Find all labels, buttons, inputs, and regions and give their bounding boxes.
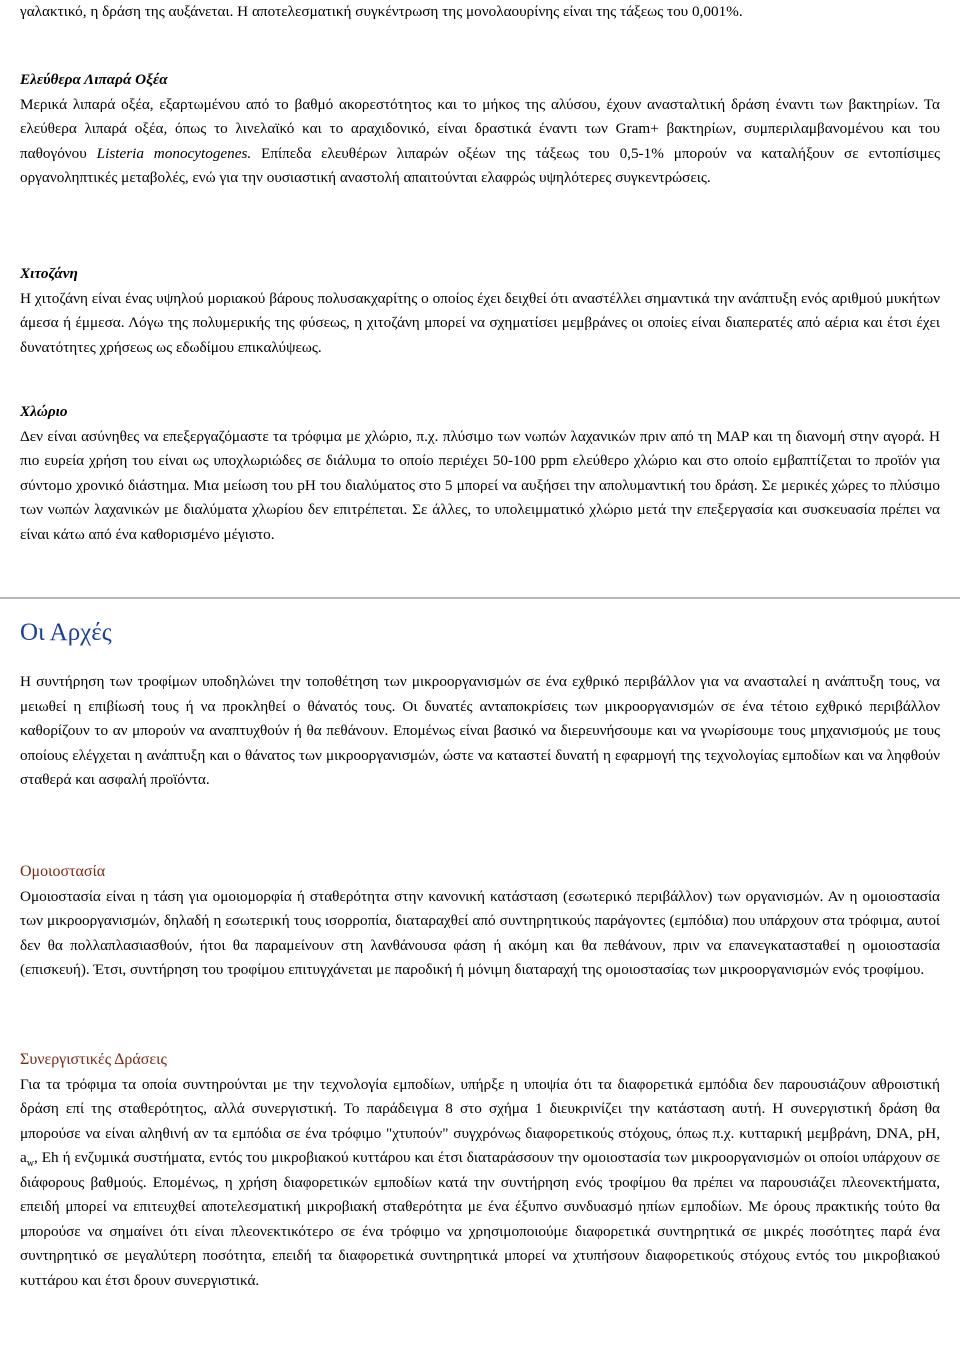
free-fatty-acids-text: Μερικά λιπαρά οξέα, εξαρτωμένου από το βαθμό ακορεστότητος και το μήκος της αλύσου, έχουν ανασταλτική δράση έναντι των βακτηρίων. Τα ελεύθερα λιπαρά οξέα, όπως το λινελαϊκό και το αραχιδονικό, είναι δραστικά έναντι των Gram+ βακτηρίων, συμπεριλαμβανομένου και του παθογόνου Listeria monocytogenes. Επίπεδα ελευθέρων λιπαρών οξέων της τάξεως του 0,5-1% μπορούν να καταλήξουν σε εντοπίσιμες οργανοληπτικές μεταβολές, ενώ για την ουσιαστική αναστολή απαιτούνται ελαφρώς υψηλότερες συγκεντρώσεις. [20,95,940,186]
section-title-chlorine: Χλώριο [20,403,68,420]
section-homeostasis [20,860,940,983]
section-principles [20,618,940,793]
chlorine-text: Δεν είναι ασύνηθες να επεξεργαζόμαστε τα τρόφιμα με χλώριο, π.χ. πλύσιμο των νωπών λαχανικών πριν από τη MAP και τη διανομή στην αγορά. Η πιο ευρεία χρήση του είναι ως υποχλωριώδες σε διάλυμα το οποίο περιέχει 50-100 ppm ελεύθερο χλώριο και στο οποίο εμβαπτίζεται το προϊόν για σύντομο χρονικό διάστημα. Μια μείωση του pH του διαλύματος στο 5 μπορεί να αυξήσει την απολυμαντική του δράση. Σε μερικές χώρες το πλύσιμο των νωπών λαχανικών με διαλύματα χλωρίου δεν επιτρέπεται. Σε άλλες, το υπολειμματικό χλώριο μετά την επεξεργασία και συσκευασία πρέπει να είναι κάτω από ένα καθορισμένο μέγιστο. [20,427,940,543]
section-free-fatty-acids [20,68,940,191]
top-paragraph: γαλακτικό, η δράση της αυξάνεται. Η αποτελεσματική συγκέντρωση της μονολαουρίνης είναι της τάξεως του 0,001%. [20,3,743,20]
section-separator [0,597,960,599]
homeostasis-text: Ομοιοστασία είναι η τάση για ομοιομορφία ή σταθερότητα στην κανονική κατάσταση (εσωτερικό περιβάλλον) των οργανισμών. Αν η ομοιοστασία των μικροοργανισμών, δηλαδή η εσωτερική τους ισορροπία, διαταραχθεί από συντηρητικούς παράγοντες (εμπόδια) που υπάρχουν στα τρόφιμα, αυτοί δεν θα πολλαπλασιασθούν, ήτοι θα παραμείνουν στη λανθάνουσα φάση ή ακόμη και θα πεθάνουν, πριν να επανεγκατασταθεί η ομοιοστασία (επισκευή). Έτσι, συντήρηση του τροφίμου επιτυγχάνεται με παροδική ή μόνιμη διαταραχή της ομοιοστασίας των μικροοργανισμών ενός τροφίμου. [20,887,940,978]
chitosan-text: Η χιτοζάνη είναι ένας υψηλού μοριακού βάρους πολυσακχαρίτης ο οποίος έχει δειχθεί ότι αναστέλλει σημαντικά την ανάπτυξη ενός αριθμού μυκήτων άμεσα ή έμμεσα. Λόγω της πολυμερικής της φύσεως, η χιτοζάνη μπορεί να σχηματίσει μεμβράνες οι οποίες είναι διαπερατές από αέρια και έτσι έχει δυνατότητες χρήσεως ως εδωδίμου επικαλύψεως. [20,289,940,356]
synergy-text: Για τα τρόφιμα τα οποία συντηρούνται με την τεχνολογία εμποδίων, υπήρξε η υποψία ότι τα διαφορετικά εμπόδια δεν παρουσιάζουν αθροιστική δράση επί της σταθερότητος, αλλά συνεργιστική. Το παράδειγμα 8 στο σχήμα 1 διευκρινίζει την κατάσταση αυτή. Η συνεργιστική δράση θα μπορούσε να είναι αληθινή αν τα εμπόδια σε ένα τρόφιμο "χτυπούν" συγχρόνως διαφορετικούς στόχους, όπως π.χ. κυτταρική μεμβράνη, DNA, pH, $a_w$, Eh ή ενζυμικά συστήματα, εντός του μικροβιακού κυττάρου και έτσι διαταράσσουν την ομοιοστασία των μικροοργανισμών οι οποίοι υπάρχουν σε διάφορους βαθμούς. Επομένως, η χρήση διαφορετικών εμποδίων κατά την συντήρηση ενός τροφίμου θα πρέπει να παρουσιάζει πλεονεκτήματα, επειδή μπορεί να επιτευχθεί αποτελεσματική μικροβιακή σταθερότητα με ένα έξυπνο συνδυασμό ηπίων εμποδίων. Με όρους πρακτικής τούτο θα μπορούσε να σημαίνει ότι είναι πλεονεκτικότερο σε ένα τρόφιμο να χρησιμοποιούμε διαφορετικά συντηρητικά σε μικρές ποσότητες παρά ένα συντηρητικό σε μεγαλύτερη ποσότητα, επειδή τα διαφορετικά συντηρητικά μπορεί να χτυπήσουν διαφορετικούς στόχους εντός του μικροβιακού κυττάρου και έτσι δρουν συνεργιστικά. [20,1075,940,1289]
heading-homeostasis: Ομοιοστασία [20,863,106,880]
section-chlorine [20,400,940,547]
section-title-free-fatty-acids: Ελεύθερα Λιπαρά Οξέα [20,71,168,88]
heading-synergy: Συνεργιστικές Δράσεις [20,1051,167,1068]
heading-principles: Οι Αρχές [20,619,112,646]
section-chitosan [20,262,940,360]
principles-text: Η συντήρηση των τροφίμων υποδηλώνει την τοποθέτηση των μικροοργανισμών σε ένα εχθρικό περιβάλλον για να ανασταλεί η ανάπτυξη τους, να μειωθεί η επιβίωσή τους ή να προκληθεί ο θάνατός τους. Οι δυνατές ανταποκρίσεις των μικροοργανισμών σε ένα τέτοιο εχθρικό περιβάλλον καθορίζουν το αν μπορούν να αναπτυχθούν ή θα πεθάνουν. Επομένως είναι βασικό να διερευνήσουμε και να γνωρίσουμε τους μηχανισμούς με τους οποίους ελέγχεται η ανάπτυξη και ο θάνατος των μικροοργανισμών, ώστε να καταστεί δυνατή η εφαρμογή της τεχνολογίας εμποδίων και να ληφθούν σταθερά και ασφαλή προϊόντα. [20,673,940,788]
section-title-chitosan: Χιτοζάνη [20,265,78,282]
section-synergy [20,1048,940,1293]
